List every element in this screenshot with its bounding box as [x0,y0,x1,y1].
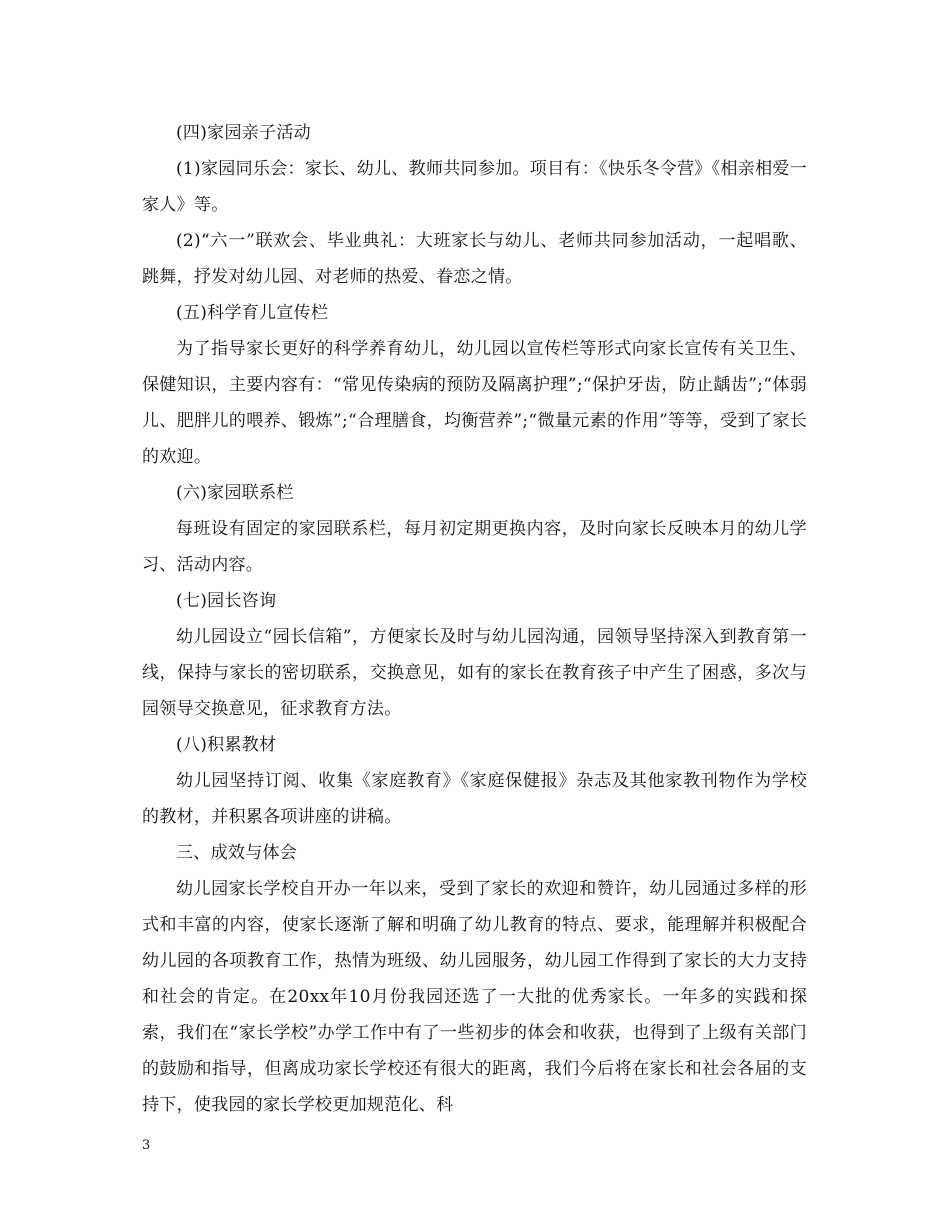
section-heading-teaching-materials: (八)积累教材 [176,735,277,755]
section-heading-results: 三、成效与体会 [176,843,298,863]
paragraph: 幼儿园设立“园长信箱”，方便家长及时与幼儿园沟通，园领导坚持深入到教育第一线，保持与家长的密切联系，交换意见，如有的家长在教育孩子中产生了困惑，多次与园领导交换意见，征求教育方法。 [142,627,807,719]
page-number: 3 [142,1138,151,1153]
section-heading-parenting-board: (五)科学育儿宣传栏 [176,303,329,323]
paragraph: (1)家园同乐会：家长、幼儿、教师共同参加。项目有：《快乐冬令营》《相亲相爱一家人》等。 [142,159,807,215]
paragraph: 幼儿园坚持订阅、收集《家庭教育》《家庭保健报》杂志及其他家教刊物作为学校的教材，并积累各项讲座的讲稿。 [142,771,807,827]
paragraph: 为了指导家长更好的科学养育幼儿，幼儿园以宣传栏等形式向家长宣传有关卫生、保健知识，主要内容有：“常见传染病的预防及隔离护理”;“保护牙齿，防止龋齿”;“体弱儿、肥胖儿的喂养、锻炼”;“合理膳食，均衡营养”;“微量元素的作用”等等，受到了家长的欢迎。 [142,339,807,467]
section-heading-parent-child-activities: (四)家园亲子活动 [176,123,311,143]
section-heading-contact-board: (六)家园联系栏 [176,483,294,503]
paragraph: 每班设有固定的家园联系栏，每月初定期更换内容，及时向家长反映本月的幼儿学习、活动内容。 [142,519,807,575]
paragraph: (2)“六一”联欢会、毕业典礼：大班家长与幼儿、老师共同参加活动，一起唱歌、跳舞，抒发对幼儿园、对老师的热爱、眷恋之情。 [142,231,807,287]
document-body [142,115,807,1123]
section-heading-principal-consultation: (七)园长咨询 [176,591,277,611]
paragraph: 幼儿园家长学校自开办一年以来，受到了家长的欢迎和赞许，幼儿园通过多样的形式和丰富的内容，使家长逐渐了解和明确了幼儿教育的特点、要求，能理解并积极配合幼儿园的各项教育工作，热情为班级、幼儿园服务，幼儿园工作得到了家长的大力支持和社会的肯定。在20xx年10月份我园还选了一大批的优秀家长。一年多的实践和探索，我们在“家长学校”办学工作中有了一些初步的体会和收获，也得到了上级有关部门的鼓励和指导，但离成功家长学校还有很大的距离，我们今后将在家长和社会各届的支持下，使我园的家长学校更加规范化、科 [142,879,807,1115]
